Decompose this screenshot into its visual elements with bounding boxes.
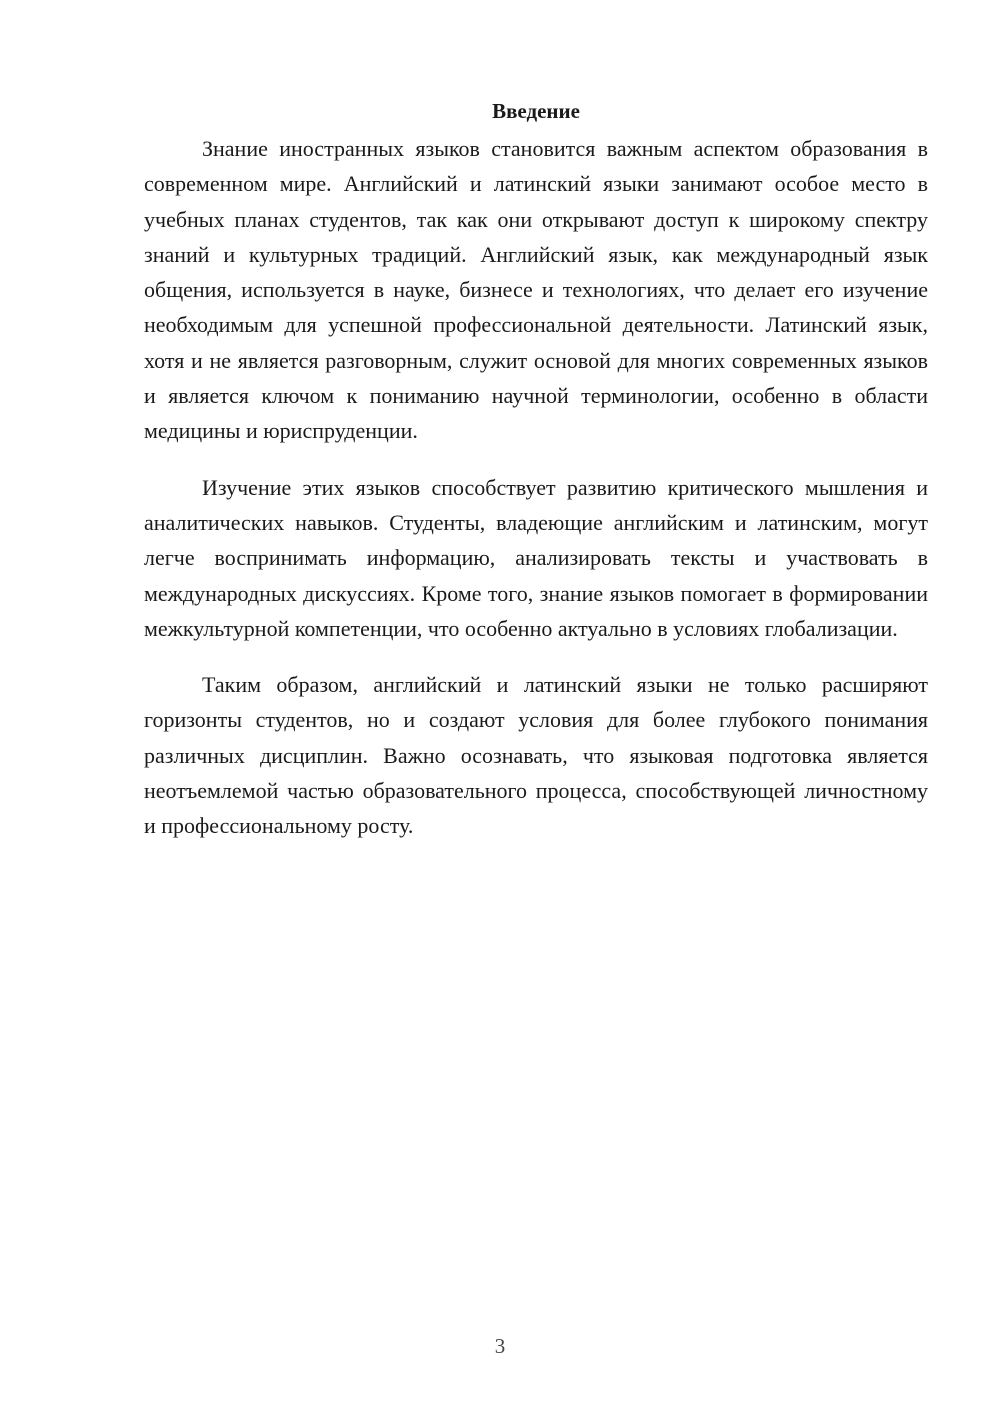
paragraph-conclusion: Таким образом, английский и латинский языки не только расширяют горизонты студентов, но и создают условия для более глубокого понимания различных дисциплин. Важно осознавать, что языковая подготовка является неотъемлемой частью образовательного процесса, способствующей личностному и профессиональному росту. (144, 672, 928, 839)
page-content (144, 96, 928, 844)
section-title: Введение (492, 99, 580, 123)
page-number: 3 (494, 1334, 506, 1358)
paragraph-benefits: Изучение этих языков способствует развитию критического мышления и аналитических навыков. Студенты, владеющие английским и латинским, могут легче воспринимать информацию, анализировать тексты и участвовать в международных дискуссиях. Кроме того, знание языков помогает в формировании межкультурной компетенции, что особенно актуально в условиях глобализации. (144, 474, 928, 641)
paragraph-intro: Знание иностранных языков становится важным аспектом образования в современном мире. Английский и латинский языки занимают особое место в учебных планах студентов, так как они открывают доступ к широкому спектру знаний и культурных традиций. Английский язык, как международный язык общения, используется в науке, бизнесе и технологиях, что делает его изучение необходимым для успешной профессиональной деятельности. Латинский язык, хотя и не является разговорным, служит основой для многих современных языков и является ключом к пониманию научной терминологии, особенно в области медицины и юриспруденции. (144, 136, 928, 444)
